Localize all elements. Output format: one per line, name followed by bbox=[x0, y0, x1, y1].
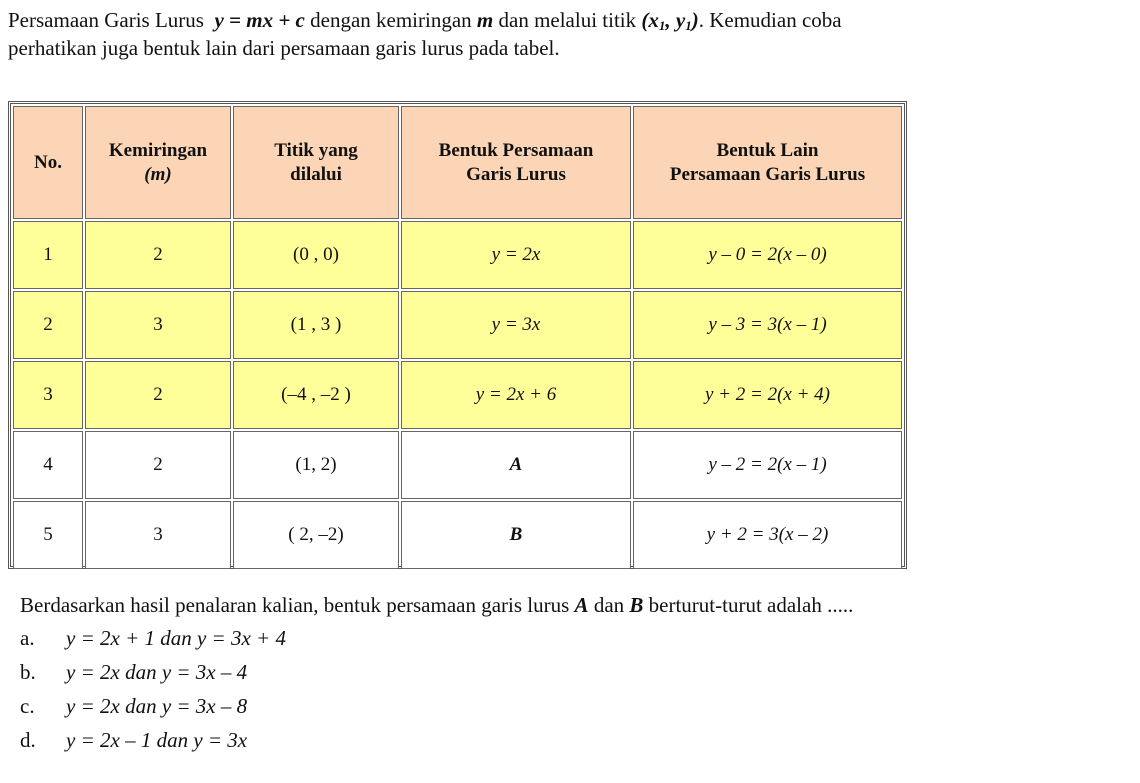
intro-point: ($x_1$, $y_1$) bbox=[641, 8, 699, 33]
intro-equation: y = mx + c bbox=[214, 8, 305, 32]
table-row bbox=[13, 291, 902, 359]
header-other-form: Bentuk Lain Persamaan Garis Lurus bbox=[633, 106, 902, 219]
question-part-2: dan bbox=[593, 593, 625, 617]
header-no: No. bbox=[13, 106, 83, 219]
header-point: Titik yang dilalui bbox=[233, 106, 399, 219]
option-letter: d. bbox=[20, 728, 36, 752]
cell-point: (–4 , –2 ) bbox=[233, 361, 399, 429]
cell-equation: y = 3x bbox=[401, 291, 631, 359]
intro-text-1: Persamaan Garis Lurus bbox=[8, 8, 204, 32]
question-symbol-b: B bbox=[629, 593, 644, 617]
cell-point: ( 2, –2) bbox=[233, 501, 399, 569]
table-header-row bbox=[13, 106, 902, 219]
intro-text-2: dengan kemiringan bbox=[310, 8, 472, 32]
cell-no: 2 bbox=[13, 291, 83, 359]
intro-paragraph bbox=[8, 6, 1136, 62]
cell-alt-equation: y + 2 = 3(x – 2) bbox=[633, 501, 902, 569]
question-part-1: Berdasarkan hasil penalaran kalian, bentuk persamaan garis lurus bbox=[20, 593, 570, 617]
cell-slope: 3 bbox=[85, 501, 231, 569]
cell-slope: 2 bbox=[85, 431, 231, 499]
option-c[interactable] bbox=[20, 689, 286, 723]
header-form: Bentuk Persamaan Garis Lurus bbox=[401, 106, 631, 219]
cell-no: 4 bbox=[13, 431, 83, 499]
cell-point: (1 , 3 ) bbox=[233, 291, 399, 359]
option-letter: c. bbox=[20, 694, 35, 718]
equation-table bbox=[8, 101, 907, 569]
option-d[interactable] bbox=[20, 723, 286, 757]
option-a[interactable] bbox=[20, 621, 286, 655]
option-b[interactable] bbox=[20, 655, 286, 689]
cell-equation: y = 2x + 6 bbox=[401, 361, 631, 429]
cell-equation-unknown-a: A bbox=[401, 431, 631, 499]
intro-line-2: perhatikan juga bentuk lain dari persamaan garis lurus pada tabel. bbox=[8, 36, 560, 60]
cell-point: (0 , 0) bbox=[233, 221, 399, 289]
cell-slope: 3 bbox=[85, 291, 231, 359]
table-row bbox=[13, 431, 902, 499]
option-letter: a. bbox=[20, 626, 35, 650]
cell-point: (1, 2) bbox=[233, 431, 399, 499]
cell-slope: 2 bbox=[85, 361, 231, 429]
question-part-3: berturut-turut adalah ..... bbox=[648, 593, 854, 617]
option-text: y = 2x – 1 dan y = 3x bbox=[66, 728, 248, 752]
intro-text-4: . Kemudian coba bbox=[698, 8, 842, 32]
cell-equation-unknown-b: B bbox=[401, 501, 631, 569]
cell-alt-equation: y – 3 = 3(x – 1) bbox=[633, 291, 902, 359]
option-text: y = 2x dan y = 3x – 8 bbox=[66, 694, 248, 718]
header-slope: Kemiringan (m) bbox=[85, 106, 231, 219]
intro-text-3: dan melalui titik bbox=[498, 8, 637, 32]
cell-no: 3 bbox=[13, 361, 83, 429]
table-row bbox=[13, 501, 902, 569]
cell-alt-equation: y – 2 = 2(x – 1) bbox=[633, 431, 902, 499]
option-text: y = 2x + 1 dan y = 3x + 4 bbox=[66, 626, 286, 650]
cell-equation: y = 2x bbox=[401, 221, 631, 289]
cell-no: 1 bbox=[13, 221, 83, 289]
cell-alt-equation: y + 2 = 2(x + 4) bbox=[633, 361, 902, 429]
table-row bbox=[13, 221, 902, 289]
option-text: y = 2x dan y = 3x – 4 bbox=[66, 660, 248, 684]
question-symbol-a: A bbox=[574, 593, 589, 617]
table-row bbox=[13, 361, 902, 429]
cell-no: 5 bbox=[13, 501, 83, 569]
cell-alt-equation: y – 0 = 2(x – 0) bbox=[633, 221, 902, 289]
question-text bbox=[20, 591, 853, 619]
option-letter: b. bbox=[20, 660, 36, 684]
cell-slope: 2 bbox=[85, 221, 231, 289]
answer-options bbox=[20, 621, 286, 757]
intro-slope-symbol: m bbox=[476, 8, 494, 32]
